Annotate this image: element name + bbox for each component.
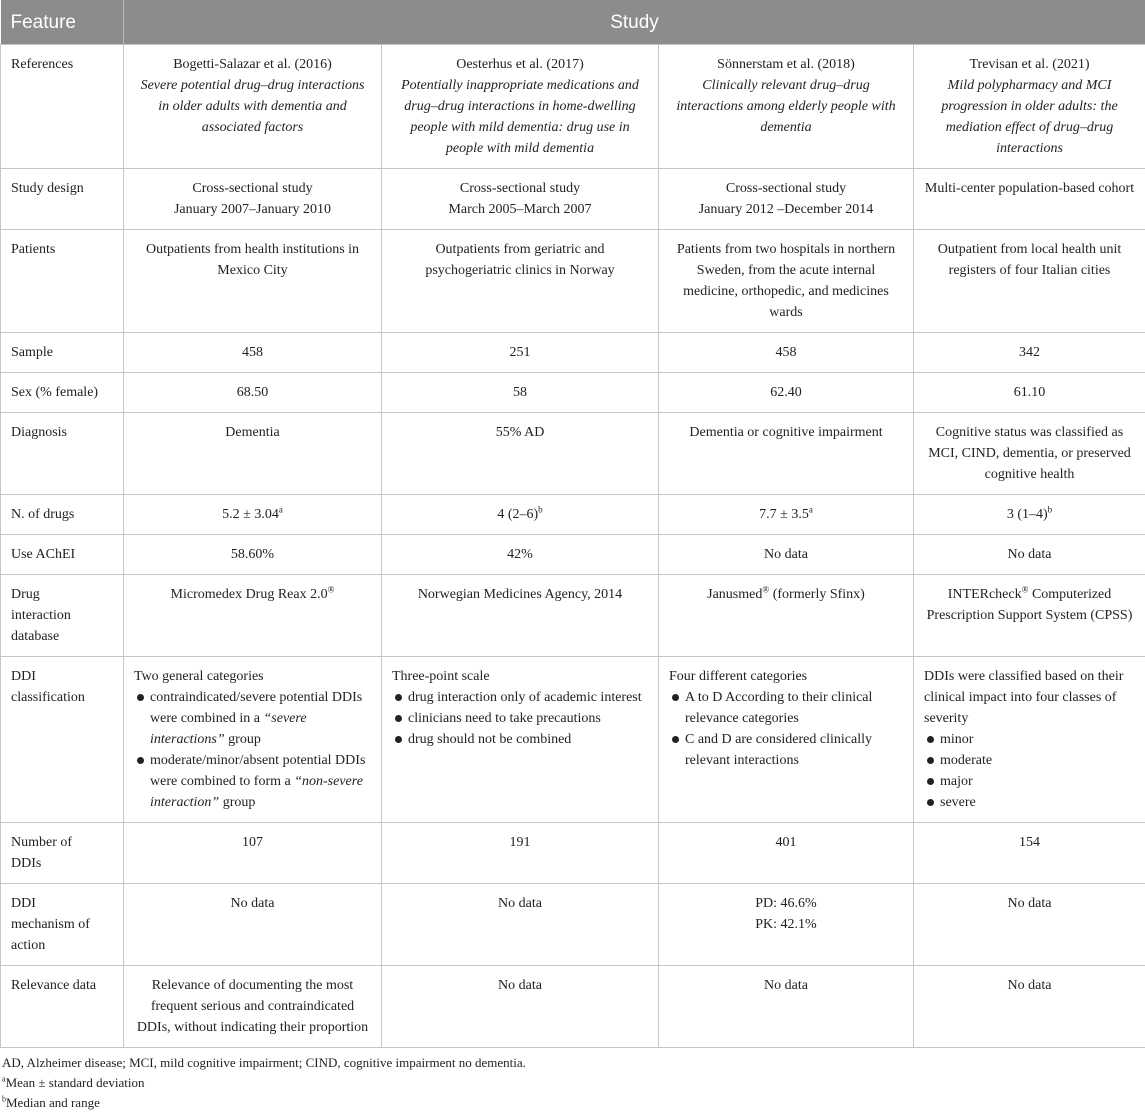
- cell-diagnosis-study-4: Cognitive status was classified as MCI, CIND, dementia, or preserved cognitive health: [914, 413, 1145, 495]
- design-period: March 2005–March 2007: [392, 199, 648, 220]
- cell-references-study-2: [382, 45, 659, 169]
- item-text: contraindicated/severe potential DDIs were combined in a: [150, 690, 362, 726]
- footnote-marker: b: [2, 1095, 6, 1104]
- database-name: INTERcheck: [948, 587, 1022, 602]
- label-sex: Sex (% female): [1, 373, 124, 413]
- label-line: classification: [11, 687, 117, 708]
- cell-achei-study-2: 42%: [382, 535, 659, 575]
- cell-diagnosis-study-2: 55% AD: [382, 413, 659, 495]
- row-relevance: [1, 966, 1145, 1048]
- list-item: minor: [924, 729, 1135, 750]
- cell-diagnosis-study-3: Dementia or cognitive impairment: [659, 413, 914, 495]
- header-feature: Feature: [1, 0, 124, 45]
- cell-n-drugs-study-2: [382, 495, 659, 535]
- row-use-achei: [1, 535, 1145, 575]
- footnote-abbreviations: AD, Alzheimer disease; MCI, mild cognitive impairment; CIND, cognitive impairment no dementia.: [2, 1053, 1145, 1073]
- cell-references-study-3: [659, 45, 914, 169]
- cell-classification-study-3: [659, 657, 914, 823]
- cell-relevance-study-4: No data: [914, 966, 1145, 1048]
- label-ddi-classification: [1, 657, 124, 823]
- cell-database-study-1: [124, 575, 382, 657]
- row-study-design: [1, 169, 1145, 230]
- cell-num-ddis-study-2: 191: [382, 823, 659, 884]
- label-line: Drug: [11, 584, 117, 605]
- classification-list: [669, 687, 903, 771]
- label-use-achei: Use AChEI: [1, 535, 124, 575]
- cell-classification-study-1: [124, 657, 382, 823]
- row-ddi-classification: [1, 657, 1145, 823]
- cell-num-ddis-study-1: 107: [124, 823, 382, 884]
- label-diagnosis: Diagnosis: [1, 413, 124, 495]
- item-text: moderate/minor/absent potential DDIs were combined to form a: [150, 753, 365, 789]
- item-emphasis: “severe interactions”: [150, 711, 307, 747]
- cell-sample-study-3: 458: [659, 333, 914, 373]
- row-patients: [1, 230, 1145, 333]
- cell-sex-study-1: 68.50: [124, 373, 382, 413]
- label-database: [1, 575, 124, 657]
- design-period: January 2007–January 2010: [134, 199, 371, 220]
- label-line: Number of: [11, 832, 117, 853]
- cell-classification-study-2: [382, 657, 659, 823]
- cell-patients-study-3: Patients from two hospitals in northern Sweden, from the acute internal medicine, orthopedic, and medicines wards: [659, 230, 914, 333]
- footnote-marker: a: [2, 1075, 6, 1084]
- label-line: DDI: [11, 666, 117, 687]
- reference-title: Mild polypharmacy and MCI progression in older adults: the mediation effect of drug–drug interactions: [924, 75, 1135, 159]
- reference-author: Oesterhus et al. (2017): [392, 54, 648, 75]
- cell-sex-study-2: 58: [382, 373, 659, 413]
- classification-list: [924, 729, 1135, 813]
- list-item: clinicians need to take precautions: [392, 708, 648, 729]
- row-sample: [1, 333, 1145, 373]
- cell-design-study-1: [124, 169, 382, 230]
- cell-sample-study-2: 251: [382, 333, 659, 373]
- list-item: moderate: [924, 750, 1135, 771]
- label-sample: Sample: [1, 333, 124, 373]
- cell-achei-study-3: No data: [659, 535, 914, 575]
- label-mechanism: [1, 884, 124, 966]
- label-patients: Patients: [1, 230, 124, 333]
- footnote-text: Median and range: [6, 1095, 100, 1110]
- row-sex: [1, 373, 1145, 413]
- cell-sex-study-4: 61.10: [914, 373, 1145, 413]
- list-item: major: [924, 771, 1135, 792]
- label-line: interaction: [11, 605, 117, 626]
- row-n-drugs: [1, 495, 1145, 535]
- classification-intro: Two general categories: [134, 666, 371, 687]
- cell-database-study-2: Norwegian Medicines Agency, 2014: [382, 575, 659, 657]
- cell-num-ddis-study-3: 401: [659, 823, 914, 884]
- design-type: Cross-sectional study: [392, 178, 648, 199]
- design-type: Cross-sectional study: [669, 178, 903, 199]
- footnote-text: Mean ± standard deviation: [6, 1075, 145, 1090]
- n-drugs-value: 4 (2–6): [497, 507, 538, 522]
- row-database: [1, 575, 1145, 657]
- cell-database-study-3: [659, 575, 914, 657]
- header-study: Study: [124, 0, 1145, 45]
- reference-title: Potentially inappropriate medications and drug–drug interactions in home-dwelling people with mild dementia: drug use in people with mild dementia: [392, 75, 648, 159]
- design-type: Cross-sectional study: [134, 178, 371, 199]
- cell-sex-study-3: 62.40: [659, 373, 914, 413]
- reference-author: Sönnerstam et al. (2018): [669, 54, 903, 75]
- database-note: Computerized Prescription Support System (CPSS): [927, 587, 1133, 623]
- row-diagnosis: [1, 413, 1145, 495]
- label-line: database: [11, 626, 117, 647]
- cell-sample-study-4: 342: [914, 333, 1145, 373]
- database-note: (formerly Sfinx): [769, 587, 865, 602]
- cell-mechanism-study-2: No data: [382, 884, 659, 966]
- list-item: [134, 750, 371, 813]
- database-name: Micromedex Drug Reax 2.0: [171, 587, 328, 602]
- reference-title: Severe potential drug–drug interactions in older adults with dementia and associated factors: [134, 75, 371, 138]
- cell-design-study-3: [659, 169, 914, 230]
- cell-relevance-study-3: No data: [659, 966, 914, 1048]
- label-relevance: Relevance data: [1, 966, 124, 1048]
- cell-achei-study-4: No data: [914, 535, 1145, 575]
- cell-num-ddis-study-4: 154: [914, 823, 1145, 884]
- cell-patients-study-4: Outpatient from local health unit registers of four Italian cities: [914, 230, 1145, 333]
- list-item: A to D According to their clinical relevance categories: [669, 687, 903, 729]
- label-n-drugs: N. of drugs: [1, 495, 124, 535]
- row-mechanism: [1, 884, 1145, 966]
- footnote-b: [2, 1093, 1145, 1113]
- footnote-marker: a: [279, 504, 283, 514]
- mechanism-pk: PK: 42.1%: [669, 914, 903, 935]
- item-text: group: [225, 732, 261, 747]
- n-drugs-value: 5.2 ± 3.04: [222, 507, 279, 522]
- cell-patients-study-1: Outpatients from health institutions in Mexico City: [124, 230, 382, 333]
- cell-relevance-study-2: No data: [382, 966, 659, 1048]
- cell-relevance-study-1: Relevance of documenting the most frequent serious and contraindicated DDIs, without indicating their proportion: [124, 966, 382, 1048]
- cell-n-drugs-study-4: [914, 495, 1145, 535]
- database-name: Janusmed: [707, 587, 762, 602]
- list-item: severe: [924, 792, 1135, 813]
- label-line: action: [11, 935, 117, 956]
- item-text: group: [219, 795, 255, 810]
- cell-database-study-4: [914, 575, 1145, 657]
- registered-mark: ®: [762, 584, 769, 594]
- cell-references-study-4: [914, 45, 1145, 169]
- cell-design-study-4: Multi-center population-based cohort: [914, 169, 1145, 230]
- item-emphasis: “non-severe interaction”: [150, 774, 363, 810]
- n-drugs-value: 3 (1–4): [1007, 507, 1048, 522]
- reference-author: Trevisan et al. (2021): [924, 54, 1135, 75]
- footnote-a: [2, 1073, 1145, 1093]
- label-line: DDI: [11, 893, 117, 914]
- label-line: DDIs: [11, 853, 117, 874]
- footnote-marker: a: [809, 504, 813, 514]
- classification-list: [134, 687, 371, 813]
- classification-intro: DDIs were classified based on their clinical impact into four classes of severity: [924, 666, 1135, 729]
- cell-mechanism-study-1: No data: [124, 884, 382, 966]
- reference-author: Bogetti-Salazar et al. (2016): [134, 54, 371, 75]
- list-item: C and D are considered clinically relevant interactions: [669, 729, 903, 771]
- cell-achei-study-1: 58.60%: [124, 535, 382, 575]
- registered-mark: ®: [1022, 584, 1029, 594]
- cell-mechanism-study-4: No data: [914, 884, 1145, 966]
- classification-list: [392, 687, 648, 750]
- list-item: drug should not be combined: [392, 729, 648, 750]
- row-number-of-ddis: [1, 823, 1145, 884]
- cell-design-study-2: [382, 169, 659, 230]
- n-drugs-value: 7.7 ± 3.5: [759, 507, 809, 522]
- footnote-marker: b: [1048, 504, 1053, 514]
- footnote-marker: b: [538, 504, 543, 514]
- registered-mark: ®: [328, 584, 335, 594]
- label-references: References: [1, 45, 124, 169]
- mechanism-pd: PD: 46.6%: [669, 893, 903, 914]
- cell-n-drugs-study-3: [659, 495, 914, 535]
- table-footnotes: [0, 1048, 1145, 1113]
- list-item: [134, 687, 371, 750]
- cell-n-drugs-study-1: [124, 495, 382, 535]
- list-item: drug interaction only of academic interest: [392, 687, 648, 708]
- label-study-design: Study design: [1, 169, 124, 230]
- cell-diagnosis-study-1: Dementia: [124, 413, 382, 495]
- cell-classification-study-4: [914, 657, 1145, 823]
- cell-patients-study-2: Outpatients from geriatric and psychogeriatric clinics in Norway: [382, 230, 659, 333]
- header-row: [1, 0, 1145, 45]
- cell-sample-study-1: 458: [124, 333, 382, 373]
- label-line: mechanism of: [11, 914, 117, 935]
- cell-references-study-1: [124, 45, 382, 169]
- design-period: January 2012 –December 2014: [669, 199, 903, 220]
- label-number-of-ddis: [1, 823, 124, 884]
- classification-intro: Three-point scale: [392, 666, 648, 687]
- row-references: [1, 45, 1145, 169]
- cell-mechanism-study-3: [659, 884, 914, 966]
- reference-title: Clinically relevant drug–drug interactions among elderly people with dementia: [669, 75, 903, 138]
- classification-intro: Four different categories: [669, 666, 903, 687]
